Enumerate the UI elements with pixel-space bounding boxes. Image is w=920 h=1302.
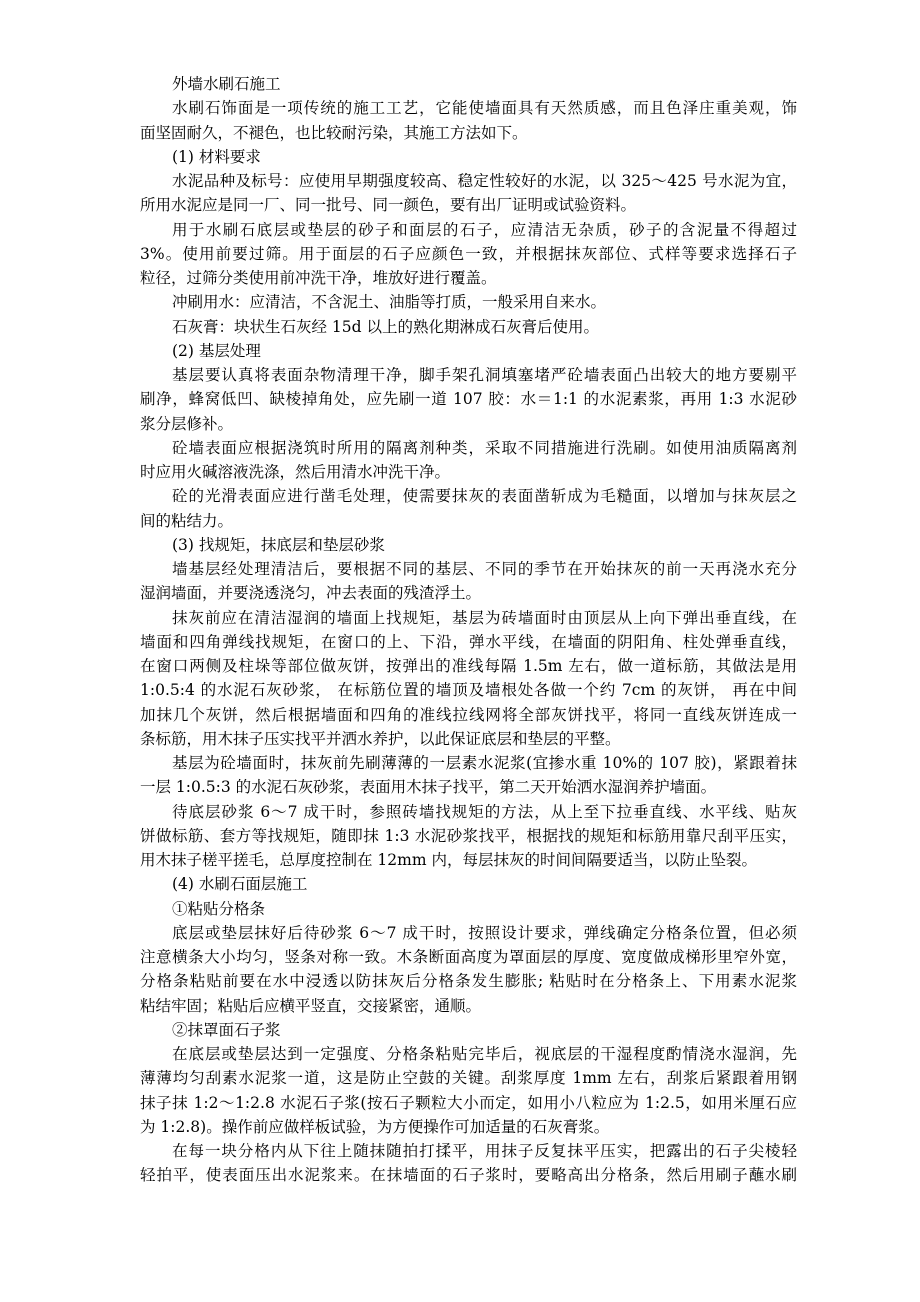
text-line: 水刷石饰面是一项传统的施工工艺，它能使墙面具有天然质感，而且色泽庄重美观，饰	[172, 99, 797, 118]
text-line: 注意横条大小均匀，竖条对称一致。木条断面高度为罩面层的厚度、宽度做成梯形里窄外宽，	[140, 948, 797, 966]
text-line: 石灰膏：块状生石灰经 15d 以上的熟化期淋成石灰膏后使用。	[172, 317, 600, 336]
text-line: 时应用火碱溶液洗涤，然后用清水冲洗干净。	[140, 463, 451, 481]
paragraph	[140, 800, 797, 873]
text-line: 所用水泥应是同一厂、同一批号、同一颜色，要有出厂证明或试验资料。	[140, 196, 637, 215]
text-line: (1) 材料要求	[172, 147, 261, 166]
text-line: 砼的光滑表面应进行凿毛处理，使需要抹灰的表面凿斩成为毛糙面，以增加与抹灰层之	[172, 487, 797, 506]
paragraph	[140, 1042, 797, 1139]
text-line: 外墙水刷石施工	[172, 75, 281, 93]
section-heading	[140, 72, 797, 96]
section-heading	[140, 145, 797, 169]
text-line: 在每一块分格内从下往上随抹随拍打揉平，用抹子反复抹平压实，把露出的石子尖棱轻	[172, 1142, 797, 1160]
text-line: 饼做标筋、套方等找规矩，随即抹 1:3 水泥砂浆找平，根据找的规矩和标筋用靠尺刮平压实，	[140, 826, 797, 845]
paragraph	[140, 484, 797, 533]
text-line: 条标筋，用木抹子压实找平并洒水养护，以此保证底层和垫层的平整。	[140, 729, 621, 748]
section-heading	[140, 533, 797, 557]
paragraph	[140, 436, 797, 485]
text-line: 加抹几个灰饼，然后根据墙面和四角的准线拉线网将全部灰饼找平，将同一直线灰饼连成一	[140, 705, 797, 724]
text-line: 砼墙表面应根据浇筑时所用的隔离剂种类，采取不同措施进行洗刷。如使用油质隔离剂	[172, 438, 797, 457]
text-line: 刷净，蜂窝低凹、缺棱掉角处，应先刷一道 107 胶：水＝1:1 的水泥素浆，再用 1:3 水泥砂	[140, 390, 797, 409]
text-line: 1:0.5:4 的水泥石灰砂浆， 在标筋位置的墙顶及墙根处各做一个约 7cm 的灰饼， 再在中间	[140, 681, 797, 700]
text-line: 粒径，过筛分类使用前冲洗干净，堆放好进行覆盖。	[140, 269, 497, 287]
text-line: 基层要认真将表面杂物清理干净，脚手架孔洞填塞堵严砼墙表面凸出较大的地方要剔平	[172, 366, 797, 384]
paragraph	[140, 606, 797, 752]
paragraph	[140, 315, 797, 339]
text-line: 在底层或垫层达到一定强度、分格条粘贴完毕后，视底层的干湿程度酌情浇水湿润，先	[172, 1045, 797, 1063]
paragraph	[140, 169, 797, 218]
text-line: 抹子抹 1:2～1:2.8 水泥石子浆(按石子颗粒大小而定，如用小八粒应为 1:2.5，如用米厘石应	[140, 1093, 797, 1112]
section-heading	[140, 339, 797, 363]
paragraph	[140, 218, 797, 291]
text-line: 湿润墙面，并要浇透浇匀，冲去表面的残渣浮土。	[140, 584, 482, 603]
text-line: 轻拍平，使表面压出水泥浆来。在抹墙面的石子浆时，要略高出分格条，然后用刷子蘸水刷	[140, 1166, 797, 1185]
text-line: 薄薄均匀刮素水泥浆一道，这是防止空鼓的关键。刮浆厚度 1mm 左右，刮浆后紧跟着用钢	[140, 1069, 797, 1088]
text-line: 水泥品种及标号：应使用早期强度较高、稳定性较好的水泥，以 325～425 号水泥为宜，	[172, 172, 797, 190]
section-heading	[140, 1018, 797, 1042]
text-line: 粘结牢固；粘贴后应横平竖直，交接紧密，通顺。	[140, 996, 482, 1015]
paragraph	[140, 363, 797, 436]
text-line: 冲刷用水：应清洁，不含泥土、油脂等打质，一般采用自来水。	[172, 293, 607, 312]
text-line: 抹灰前应在清洁湿润的墙面上找规矩，基层为砖墙面时由顶层从上向下弹出垂直线，在	[172, 608, 797, 627]
paragraph	[140, 290, 797, 314]
text-line: 3%。使用前要过筛。用于面层的石子应颜色一致，并根据抹灰部位、式样等要求选择石子	[140, 244, 797, 263]
paragraph	[140, 751, 797, 800]
text-line: 分格条粘贴前要在水中浸透以防抹灰后分格条发生膨胀; 粘贴时在分格条上、下用素水泥浆	[140, 972, 797, 991]
paragraph	[140, 921, 797, 1018]
text-line: (3) 找规矩，抹底层和垫层砂浆	[172, 535, 385, 554]
paragraph	[140, 1139, 797, 1188]
document-body	[140, 72, 797, 1188]
text-line: 在窗口两侧及柱垛等部位做灰饼，按弹出的准线每隔 1.5m 左右，做一道标筋，其做法是用	[140, 657, 797, 675]
text-line: 浆分层修补。	[140, 414, 234, 433]
text-line: ①粘贴分格条	[172, 899, 266, 918]
text-line: 底层或垫层抹好后待砂浆 6～7 成干时，按照设计要求，弹线确定分格条位置，但必须	[172, 923, 797, 942]
text-line: 用于水刷石底层或垫层的砂子和面层的石子，应清洁无杂质，砂子的含泥量不得超过	[172, 220, 797, 239]
text-line: ②抹罩面石子浆	[172, 1020, 281, 1039]
section-heading	[140, 897, 797, 921]
text-line: 间的粘结力。	[140, 511, 234, 530]
text-line: 待底层砂浆 6～7 成干时，参照砖墙找规矩的方法，从上至下拉垂直线、水平线、贴灰	[172, 802, 797, 821]
text-line: 墙基层经处理清洁后，要根据不同的基层、不同的季节在开始抹灰的前一天再浇水充分	[172, 560, 797, 578]
section-heading	[140, 872, 797, 896]
text-line: (2) 基层处理	[172, 341, 261, 360]
text-line: 为 1:2.8)。操作前应做样板试验，为方便操作可加适量的石灰膏浆。	[140, 1117, 610, 1136]
paragraph	[140, 557, 797, 606]
text-line: 面坚固耐久，不褪色，也比较耐污染，其施工方法如下。	[140, 123, 528, 142]
paragraph	[140, 96, 797, 145]
text-line: 基层为砼墙面时，抹灰前先刷薄薄的一层素水泥浆(宜掺水重 10%的 107 胶)，紧跟着抹	[172, 754, 797, 772]
text-line: (4) 水刷石面层施工	[172, 875, 308, 894]
text-line: 一层 1:0.5:3 的水泥石灰砂浆，表面用木抹子找平，第二天开始洒水湿润养护墙面。	[140, 778, 717, 797]
text-line: 用木抹子槎平搓毛，总厚度控制在 12mm 内，每层抹灰的时间间隔要适当，以防止坠裂。	[140, 851, 757, 869]
text-line: 墙面和四角弹线找规矩，在窗口的上、下沿，弹水平线，在墙面的阴阳角、柱处弹垂直线，	[140, 632, 797, 651]
